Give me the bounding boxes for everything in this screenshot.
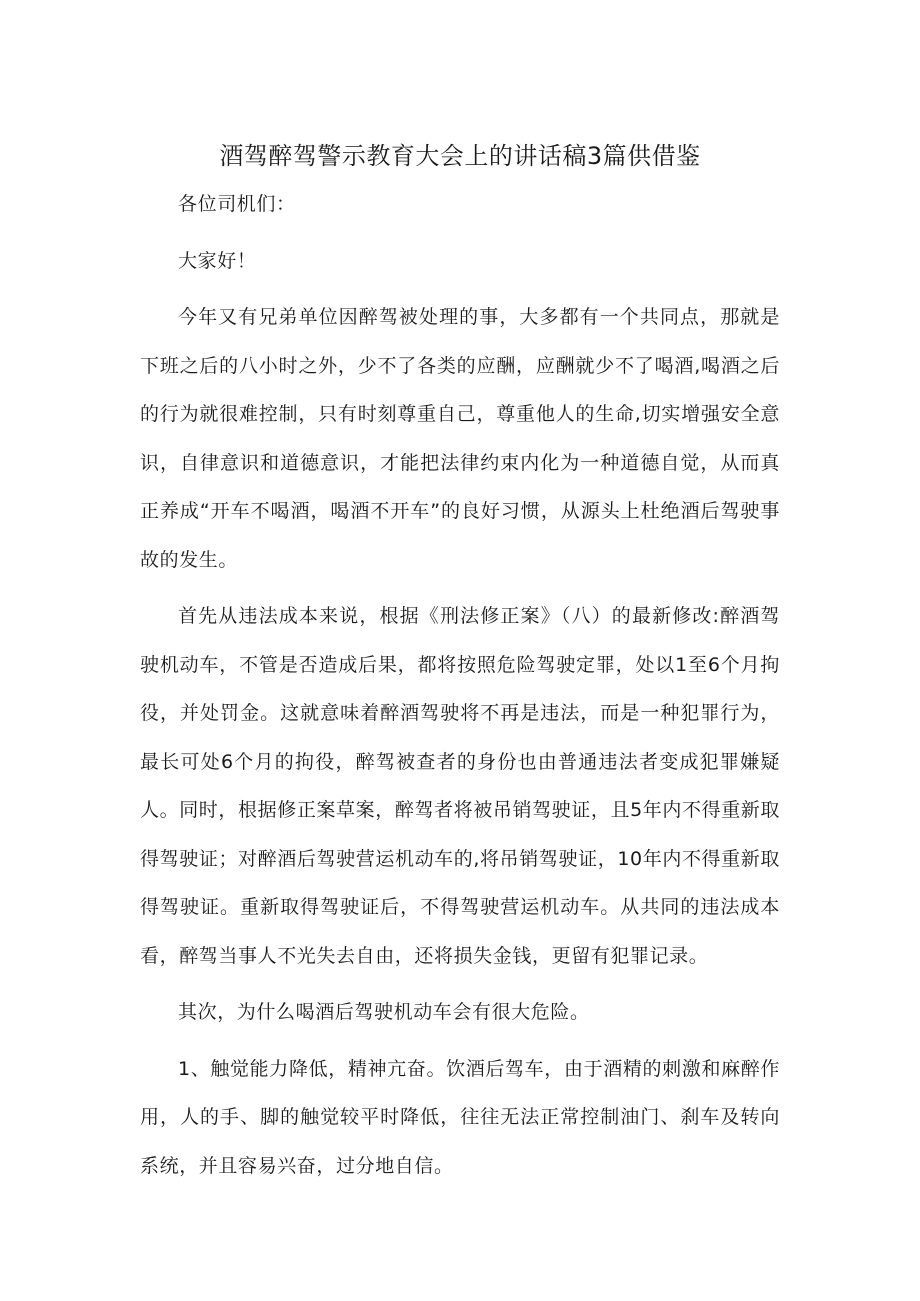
paragraph: 其次，为什么喝酒后驾驶机动车会有很大危险。 [178,1001,590,1023]
document-title: 酒驾醉驾警示教育大会上的讲话稿3篇供借鉴 [219,142,701,170]
document-body [140,180,780,1190]
salutation: 各位司机们： [178,193,296,215]
greeting: 大家好！ [178,249,257,272]
paragraph: 首先从违法成本来说，根据《刑法修正案》（八）的最新修改:醉酒驾驶机动车，不管是否造成后果，都将按照危险驾驶定罪，处以1至6个月拘役，并处罚金。这就意味着醉酒驾驶将不再是违法，而是一种犯罪行为，最长可处6个月的拘役，醉驾被查者的身份也由普通违法者变成犯罪嫌疑人。同时，根据修正案草案，醉驾者将被吊销驾驶证，且5年内不得重新取得驾驶证；对醉酒后驾驶营运机动车的,将吊销驾驶证，10年内不得重新取得驾驶证。重新取得驾驶证后，不得驾驶营运机动车。从共同的违法成本看，醉驾当事人不光失去自由，还将损失金钱，更留有犯罪记录。 [140,605,780,967]
paragraph: 今年又有兄弟单位因醉驾被处理的事，大多都有一个共同点，那就是下班之后的八小时之外，少不了各类的应酬，应酬就少不了喝酒,喝酒之后的行为就很难控制，只有时刻尊重自己，尊重他人的生命,切实增强安全意识，自律意识和道德意识，才能把法律约束内化为一种道德自觉，从而真正养成“开车不喝酒，喝酒不开车”的良好习惯，从源头上杜绝酒后驾驶事故的发生。 [140,306,780,571]
paragraph: 1、触觉能力降低，精神亢奋。饮酒后驾车，由于酒精的刺激和麻醉作用，人的手、脚的触觉较平时降低，往往无法正常控制油门、刹车及转向系统，并且容易兴奋，过分地自信。 [140,1057,780,1177]
